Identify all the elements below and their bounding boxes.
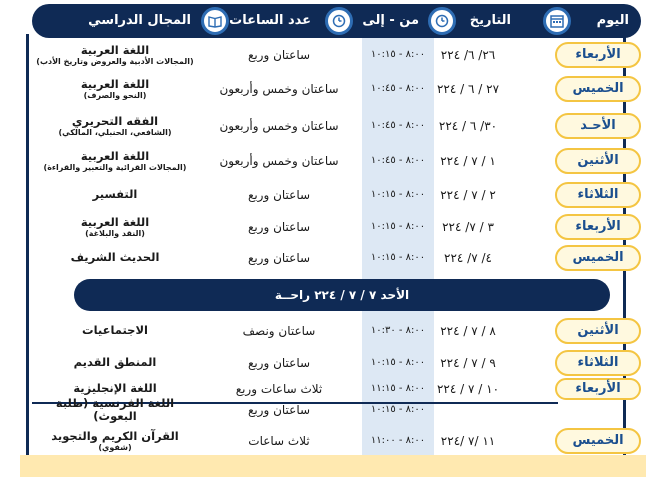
exam-hours: ثلاث ساعات (248, 434, 310, 448)
subject-title: القرآن الكريم والتجويد (51, 428, 179, 443)
exam-hours: ساعتان وربع (247, 251, 311, 265)
exam-date: ٨ / ٧ / ٢٢٤ (440, 324, 496, 338)
clock-icon (428, 7, 456, 35)
subject-note: (الشافعي، الحنبلي، المالكي) (58, 128, 172, 138)
exam-subject (34, 348, 196, 378)
subject-title: الحديث الشريف (70, 250, 160, 265)
exam-hours: ساعتان وخمس وأربعون (219, 119, 339, 133)
exam-date: ٢٧ / ٦ / ٢٢٤ (436, 82, 500, 96)
subject-title: الفقه التحريري (71, 113, 159, 128)
exam-date: ١١ /٧ /٢٢٤ (440, 434, 496, 448)
table-row (32, 180, 641, 210)
exam-time: ٨:٠٠ - ١٠:٤٥ (370, 155, 426, 166)
exam-subject (34, 146, 196, 176)
subject-title: اللغة الفرنسية (طلبة البعوث) (55, 395, 175, 423)
exam-hours: ساعتان وخمس وأربعون (219, 82, 339, 96)
subject-title: اللغة العربية (80, 76, 150, 91)
exam-date: ٤/ ٧/ ٢٢٤ (444, 251, 492, 265)
subject-note: (المجالات القرائية والتعبير والقراءة) (43, 163, 187, 173)
exam-hours: ساعتان وربع (247, 48, 311, 62)
exam-subject (34, 316, 196, 346)
exam-date: ٣٠/ ٦ / ٢٢٤ (438, 119, 498, 133)
table-row (32, 74, 641, 104)
table-row (32, 348, 641, 378)
exam-hours: ساعتان وربع (247, 220, 311, 234)
table-row (32, 316, 641, 346)
header-time: من - إلى (362, 13, 419, 28)
exam-subject (34, 40, 196, 70)
day-badge: الأربعاء (555, 214, 641, 240)
table-row (32, 243, 641, 273)
table-row (32, 395, 641, 423)
day-badge: الخميس (555, 76, 641, 102)
table-row (32, 212, 641, 242)
exam-hours: ساعتان وربع (247, 403, 311, 417)
table-header (32, 4, 641, 38)
subject-title: اللغة العربية (80, 214, 150, 229)
exam-time: ٨:٠٠ - ١٠:٤٥ (370, 120, 426, 131)
exam-time: ٨:٠٠ - ١٠:١٥ (370, 252, 426, 263)
subject-note: (شفوي) (98, 443, 132, 453)
subject-title: اللغة الإنجليزية (73, 381, 157, 396)
exam-hours: ساعتان وربع (247, 356, 311, 370)
bottom-yellow-band (20, 455, 646, 477)
exam-hours: ثلاث ساعات وربع (235, 382, 323, 396)
exam-time: ٨:٠٠ - ١٠:١٥ (370, 221, 426, 232)
subject-note: (المجالات الأدبية والعروض وتاريخ الأدب) (36, 57, 194, 67)
day-badge: الخميس (555, 245, 641, 271)
table-row (32, 40, 641, 70)
rest-day-banner: الأحد ٧ / ٧ / ٢٢٤ راحــة (74, 279, 610, 311)
day-badge: الثلاثاء (555, 182, 641, 208)
clock-icon (325, 7, 353, 35)
header-date: التاريخ (469, 13, 511, 28)
day-badge: الخميس (555, 428, 641, 454)
subject-title: المنطق القديم (73, 355, 157, 370)
exam-date: ٢ / ٧ / ٢٢٤ (440, 188, 496, 202)
table-row (32, 111, 641, 141)
book-icon (201, 7, 229, 35)
exam-hours: ساعتان وربع (247, 188, 311, 202)
exam-subject (34, 395, 196, 423)
exam-hours: ساعتان ونصف (242, 324, 316, 338)
subject-title: الاجتماعيات (82, 323, 148, 338)
exam-hours: ساعتان وخمس وأربعون (219, 154, 339, 168)
exam-time: ٨:٠٠ - ١٠:٣٠ (370, 325, 426, 336)
header-day: اليوم (596, 13, 629, 28)
exam-time: ٨:٠٠ - ١١:١٥ (370, 383, 426, 394)
table-row (32, 146, 641, 176)
header-hours: عدد الساعات (229, 13, 311, 28)
exam-time: ٨:٠٠ - ١٠:١٥ (370, 404, 426, 415)
exam-date: ١ / ٧ / ٢٢٤ (440, 154, 496, 168)
exam-time: ٨:٠٠ - ١٠:٤٥ (370, 83, 426, 94)
day-badge: الأثنين (555, 318, 641, 344)
exam-date: ٢٦/ ٦/ ٢٢٤ (440, 48, 496, 62)
exam-date: ٣ / ٧/ ٢٢٤ (442, 220, 494, 234)
day-badge: الأربعاء (555, 42, 641, 68)
day-badge: الأثنين (555, 148, 641, 174)
day-badge: الأحـد (555, 113, 641, 139)
exam-time: ٨:٠٠ - ١٠:١٥ (370, 49, 426, 60)
exam-subject (34, 243, 196, 273)
subject-title: اللغة العربية (80, 42, 150, 57)
exam-time: ٨:٠٠ - ١٠:١٥ (370, 189, 426, 200)
subject-title: التفسير (92, 187, 138, 202)
subject-note: (النقد والبلاغة) (85, 229, 145, 239)
exam-subject (34, 426, 196, 456)
exam-time: ٨:٠٠ - ١٠:١٥ (370, 357, 426, 368)
exam-date: ١٠ / ٧ / ٢٢٤ (436, 382, 500, 396)
exam-subject (34, 180, 196, 210)
exam-subject (34, 111, 196, 141)
exam-date: ٩ / ٧ / ٢٢٤ (440, 356, 496, 370)
day-badge: الأربعاء (555, 378, 641, 400)
exam-time: ٨:٠٠ - ١١:٠٠ (370, 435, 426, 446)
exam-subject (34, 212, 196, 242)
day-badge: الثلاثاء (555, 350, 641, 376)
exam-subject (34, 74, 196, 104)
header-subject: المجال الدراسي (88, 13, 191, 28)
table-row (32, 426, 641, 456)
subject-title: اللغة العربية (80, 148, 150, 163)
calendar-icon (543, 7, 571, 35)
subject-note: (النحو والصرف) (83, 91, 147, 101)
